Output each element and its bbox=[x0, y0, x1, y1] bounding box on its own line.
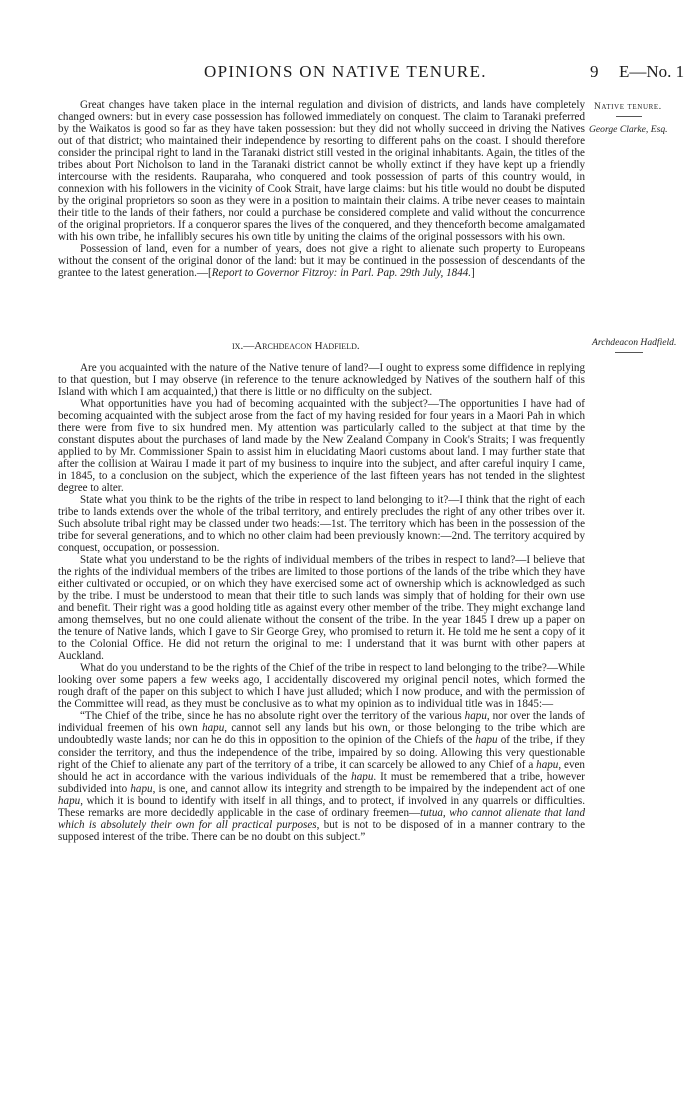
question-answer: What opportunities have you had of becoming acquainted with the subject?—The opportunities I have had of becoming acquainted with the subject arose from the fact of my having resided for four years in a Maori Pah in which there were from five to six hundred men. My attention was particularly called to the subject at that time by the constant disputes about the purchases of land made by the New Zealand Company in Cook's Straits; I was frequently applied to by Mr. Commissioner Spain to assist him in elucidating Maori customs about land. I may further state that after the collision at Wairau I made it part of my business to inquire into the subject, and after careful inquiry I came, in 1845, to a conclusion on the subject, which the experience of the last fifteen years has not tended in the slightest degree to alter. bbox=[58, 398, 585, 495]
hadfield-evidence bbox=[58, 362, 585, 843]
question-answer: State what you understand to be the rights of individual members of the tribes in respect to land?—I believe that the rights of the individual members of the tribes are limited to those portions of the lands of the tribe which they have either cultivated or occupied, or on which they have exercised some act of ownership which is acknowledged as such by the tribe. I must be understood to mean that their title to such lands was simply that of holding for their own use and benefit. Their right was a good holding title as against every other member of the tribe. They might exchange land among themselves, but no one could alienate without the consent of the tribe. In the year 1845 I drew up a paper on the tenure of Native lands, which I gave to Sir George Grey, who promised to return it. He told me he sent a copy of it to the Colonial Office. He did not return the original to me: I understand that it was burnt with other papers at Auckland. bbox=[58, 554, 585, 663]
quoted-notes: “The Chief of the tribe, since he has no absolute right over the territory of the various hapu, nor over the lands of individual freemen of his own hapu, cannot sell any lands but his own, or those belonging to the tribe which are undoubtedly waste lands; nor can he do this in opposition to the opinion of the Chiefs of the hapu of the tribe, if they consider the territory, and thus the independence of the tribe, impaired by so doing. Allowing this very questionable right of the Chief to alienate any part of the territory of a tribe, it can scarcely be allowed to any Chief of a hapu, even should he act in accordance with the various individuals of the hapu. It must be remembered that a tribe, however subdivided into hapu, is one, and cannot allow its integrity and strength to be impaired by the independent act of one hapu, which it is bound to identify with itself in all things, and to protect, if involved in any quarrels or difficulties. These remarks are more decidedly applicable in the case of ordinary freemen—tutua, who cannot alienate that land which is absolutely their own for all practical purposes, but is not to be disposed of in a manner contrary to the supposed interest of the tribe. There can be no doubt on this subject.” bbox=[58, 710, 586, 843]
page-number: 9 bbox=[590, 62, 599, 81]
citation: Report to Governor Fitzroy: in Parl. Pap. 29th July, 1844. bbox=[211, 267, 472, 280]
margin-note-native-tenure: Native tenure. bbox=[594, 102, 662, 112]
question-answer: State what you think to be the rights of the tribe in respect to land belonging to it?—I think that the right of each tribe to lands extends over the whole of the tribal territory, and entirely precludes the right of any other tribes over it. Such absolute tribal right may be classed under two heads:—1st. The territory which has been in the possession of the tribe for several generations, and to which no other claim had been previously known:—2nd. The territory acquired by conquest, occupation, or possession. bbox=[58, 494, 585, 555]
question-answer: Are you acquainted with the nature of the Native tenure of land?—I ought to express some diffidence in replying to that question, but I may observe (in reference to the tenure acknowledged by Natives of the southern half of this Island with which I am acquainted,) that there is little or no difficulty on the subject. bbox=[58, 362, 585, 399]
margin-note-archdeacon-hadfield: Archdeacon Hadfield. bbox=[592, 337, 677, 348]
page-header bbox=[0, 62, 700, 86]
question-answer: What do you understand to be the rights of the Chief of the tribe in respect to land belonging to the tribe?—While looking over some papers a few weeks ago, I accidentally discovered my original pencil notes, which formed the rough draft of the paper on this subject to which I have just alluded; which I now produce, and with the permission of the Committee will read, as they must be conclusive as to what my opinion as to individual title was in 1845:— bbox=[58, 662, 585, 711]
paragraph: Possession of land, even for a number of years, does not give a right to alienate such property to Europeans without the consent of the original donor of the land: but it may be continued in the possession of descendants of the grantee to the latest generation.—[Report to Governor Fitzroy: in Parl. Pap. 29th July, 1844.] bbox=[58, 243, 585, 280]
running-title: OPINIONS ON NATIVE TENURE. bbox=[204, 62, 487, 81]
margin-rule bbox=[615, 352, 643, 353]
section-heading: ix.—Archdeacon Hadfield. bbox=[232, 340, 360, 352]
clarke-opinion bbox=[58, 99, 585, 279]
paragraph: Great changes have taken place in the internal regulation and division of districts, and lands have completely changed owners: but in every case possession has followed immediately on conquest. The claim to Taranaki preferred by the Waikatos is good so far as they have taken possession: but they did not wholly succeed in driving the Natives out of that district; who maintained their independence by resorting to different pahs on the coast. I should therefore consider the principal right to land in the Taranaki district still vested in the original inhabitants. Again, the titles of the tribes about Port Nicholson to land in the Taranaki district cannot be wholly extinct if they have kept up a friendly intercourse with the residents. Rauparaha, who conquered and took possession of parts of this country would, in connexion with his followers in the vicinity of Cook Strait, have large claims: but his title would no doubt be disputed by the original proprietors so soon as they were in a position to maintain their claims. A tribe never ceases to maintain their title to the lands of their fathers, nor could a purchase be considered complete and valid without the concurrence of the original proprietors. If a conqueror spares the lives of the conquered, and they thenceforth become amalgamated with his own tribe, he infallibly secures his own title by uniting the claims of the original possessors with his own. bbox=[58, 99, 585, 244]
margin-note-george-clarke: George Clarke, Esq. bbox=[589, 124, 668, 135]
section-code: E—No. 1 bbox=[619, 62, 685, 81]
margin-rule bbox=[616, 116, 642, 117]
